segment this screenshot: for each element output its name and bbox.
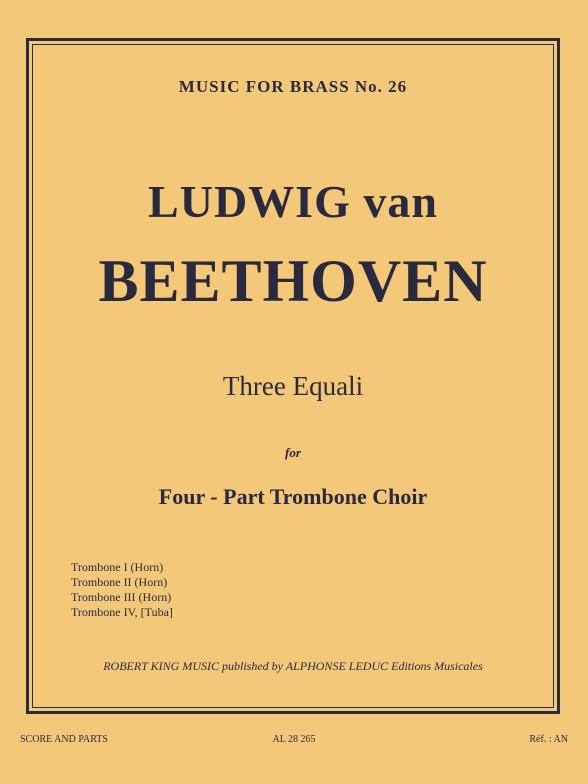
footer-edition-type: SCORE AND PARTS [20,734,108,745]
part-item: Trombone I (Horn) [71,560,164,574]
work-title: Three Equali [222,371,364,401]
series-title: MUSIC FOR BRASS No. 26 [178,77,408,96]
part-item: Trombone III (Horn) [71,590,172,604]
footer-catalog-number: AL 28 265 [272,734,316,745]
footer-reference: Réf. : AN [529,734,568,745]
part-item: Trombone II (Horn) [71,575,168,589]
publisher-line: ROBERT KING MUSIC published by ALPHONSE LEDUC Editions Musicales [103,659,483,673]
cover-border [26,38,560,714]
ensemble-label: Four - Part Trombone Choir [158,484,428,509]
for-label: for [285,445,301,460]
parts-list [71,560,173,620]
composer-first-name: LUDWIG van [148,176,438,227]
composer-last-name: BEETHOVEN [98,248,488,314]
part-item: Trombone IV, [Tuba] [71,605,173,619]
